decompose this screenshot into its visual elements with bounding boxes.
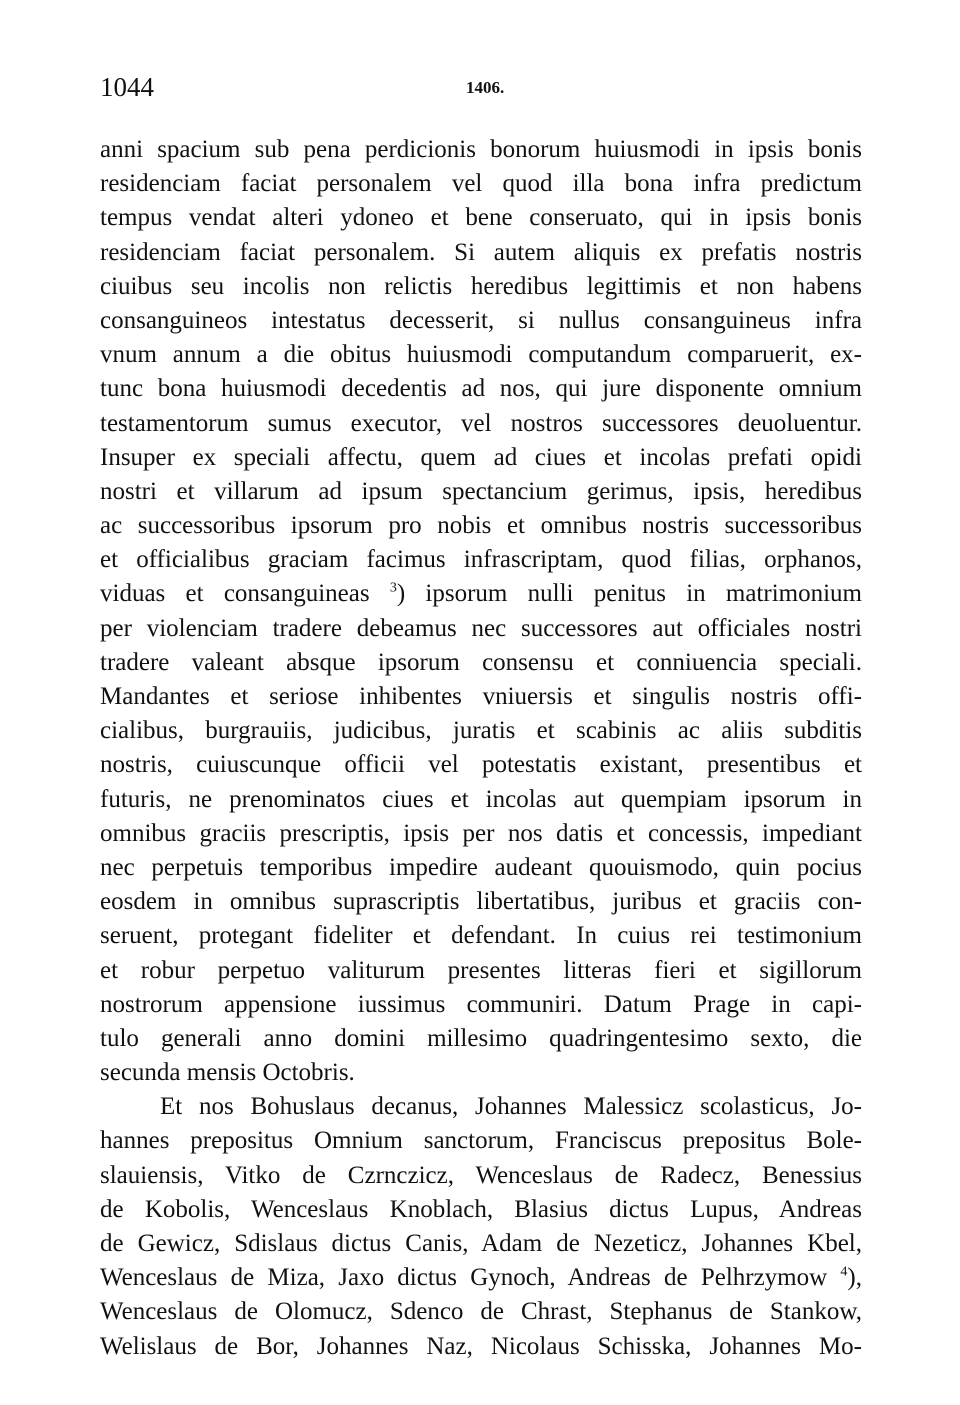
running-head-year: 1406. xyxy=(466,78,505,97)
page-number: 1044 xyxy=(100,72,154,102)
text-line: hannes prepositus Omnium sanctorum, Franciscus prepositus Bole- xyxy=(100,1127,862,1155)
text-line: tulo generali anno domini millesimo quadringentesimo sexto, die xyxy=(100,1024,862,1052)
text-line: ciuibus seu incolis non relictis heredibus legittimis et non habens xyxy=(100,272,862,300)
text-line: nec perpetuis temporibus impedire audeant quouismodo, quin pocius xyxy=(100,853,862,881)
text-line: seruent, protegant fideliter et defendant. In cuius rei testimonium xyxy=(100,922,862,950)
text-line: nostris, cuiuscunque officii vel potestatis existant, presentibus et xyxy=(100,751,862,779)
document-body xyxy=(100,133,862,1364)
text-line-with-footnote xyxy=(100,1261,862,1295)
text-line: Insuper ex speciali affectu, quem ad ciues et incolas prefati opidi xyxy=(100,443,862,471)
text-line: Wenceslaus de Olomucz, Sdenco de Chrast, Stephanus de Stankow, xyxy=(100,1298,862,1326)
text-line: vnum annum a die obitus huiusmodi computandum comparuerit, ex- xyxy=(100,341,862,369)
text-line: consanguineos intestatus decesserit, si nullus consanguineus infra xyxy=(100,306,862,334)
text-line-with-footnote xyxy=(100,577,862,611)
text-line: anni spacium sub pena perdicionis bonorum huiusmodi in ipsis bonis xyxy=(100,136,862,163)
footnote-marker: 3 xyxy=(389,581,397,597)
text-line: residenciam faciat personalem. Si autem aliquis ex prefatis nostris xyxy=(100,238,862,266)
text-fragment: Wenceslaus de Miza, Jaxo dictus Gynoch, Andreas de Pelhrzymow xyxy=(100,1264,841,1292)
footnote-marker: 4 xyxy=(840,1264,848,1280)
text-line: ac successoribus ipsorum pro nobis et omnibus nostris successoribus xyxy=(100,512,862,540)
text-line: tempus vendat alteri ydoneo et bene conseruato, qui in ipsis bonis xyxy=(100,204,862,232)
text-fragment: viduas et consanguineas xyxy=(100,580,390,608)
text-line: eosdem in omnibus suprascriptis libertatibus, juribus et graciis con- xyxy=(100,888,862,916)
text-line: tunc bona huiusmodi decedentis ad nos, qui jure disponente omnium xyxy=(100,375,862,403)
text-line: testamentorum sumus executor, vel nostros successores deuoluentur. xyxy=(100,409,862,437)
text-line: Welislaus de Bor, Johannes Naz, Nicolaus Schisska, Johannes Mo- xyxy=(100,1332,862,1360)
text-line: omnibus graciis prescriptis, ipsis per nos datis et concessis, impediant xyxy=(100,819,862,847)
text-line: Mandantes et seriose inhibentes vniuersis et singulis nostris offi- xyxy=(100,683,862,710)
text-line: futuris, ne prenominatos ciues et incolas aut quempiam ipsorum in xyxy=(100,785,862,813)
text-line: per violenciam tradere debeamus nec successores aut officiales nostri xyxy=(100,614,862,642)
text-line: de Kobolis, Wenceslaus Knoblach, Blasius dictus Lupus, Andreas xyxy=(100,1195,862,1223)
text-line: de Gewicz, Sdislaus dictus Canis, Adam de Nezeticz, Johannes Kbel, xyxy=(100,1230,862,1257)
text-line: residenciam faciat personalem vel quod illa bona infra predictum xyxy=(100,170,862,198)
text-line: et officialibus graciam facimus infrascriptam, quod filias, orphanos, xyxy=(100,546,862,574)
text-line: slauiensis, Vitko de Czrnczicz, Wenceslaus de Radecz, Benessius xyxy=(100,1161,862,1189)
text-line: et robur perpetuo valiturum presentes litteras fieri et sigillorum xyxy=(100,956,862,984)
text-line: nostrorum appensione iussimus communiri. Datum Prage in capi- xyxy=(100,990,862,1018)
text-line: tradere valeant absque ipsorum consensu et conniuencia speciali. xyxy=(100,648,862,676)
text-line: cialibus, burgrauiis, judicibus, juratis et scabinis ac aliis subditis xyxy=(100,717,862,745)
paragraph-end-line: secunda mensis Octobris. xyxy=(100,1059,355,1087)
text-fragment: ), xyxy=(847,1264,862,1292)
text-line: nostri et villarum ad ipsum spectancium gerimus, ipsis, heredibus xyxy=(100,477,862,505)
paragraph-start-line: Et nos Bohuslaus decanus, Johannes Malessicz scolasticus, Jo- xyxy=(160,1093,862,1121)
text-fragment: ) ipsorum nulli penitus in matrimonium xyxy=(396,580,862,608)
